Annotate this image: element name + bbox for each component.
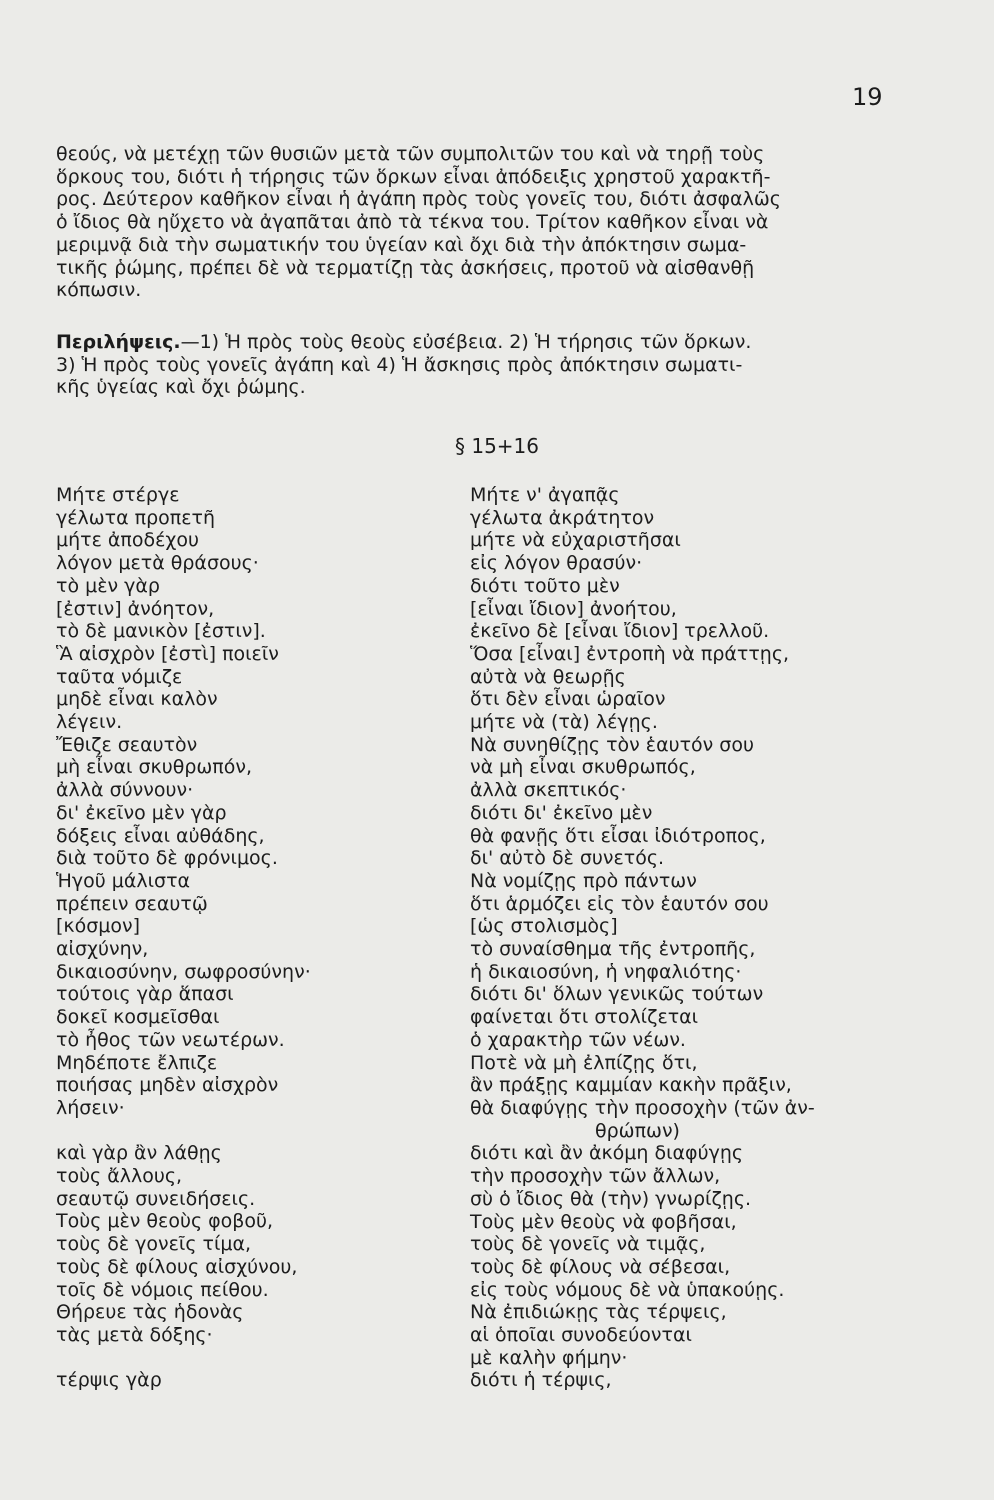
summary-text: —1) Ἡ πρὸς τοὺς θεοὺς εὐσέβεια. 2) Ἡ τήρησις τῶν ὅρκων.	[180, 331, 752, 353]
commentary-paragraph	[56, 143, 882, 302]
original-line: διὰ τοῦτο δὲ φρόνιμος.	[56, 847, 278, 870]
translation-line: θὰ φανῇς ὅτι εἶσαι ἰδιότροπος,	[470, 824, 766, 847]
translation-line: τὴν προσοχὴν τῶν ἄλλων,	[470, 1165, 721, 1188]
original-line: τὸ ἦθος τῶν νεωτέρων.	[56, 1028, 285, 1051]
line-gap	[56, 1120, 456, 1143]
summary-block	[56, 331, 882, 399]
paragraph-line: τικῆς ῥώμης, πρέπει δὲ νὰ τερματίζῃ τὰς ἀσκήσεις, προτοῦ νὰ αἰσθανθῇ	[56, 256, 755, 279]
section-heading: § 15+16	[454, 434, 539, 458]
summary-line	[56, 331, 882, 354]
translation-line: τὸ συναίσθημα τῆς ἐντροπῆς,	[470, 938, 756, 961]
original-line: δοκεῖ κοσμεῖσθαι	[56, 1006, 220, 1029]
original-line: ἀλλὰ σύννουν·	[56, 779, 194, 802]
original-line: τούτοις γὰρ ἅπασι	[56, 983, 234, 1006]
original-line: λόγον μετὰ θράσους·	[56, 552, 259, 575]
page-number: 19	[852, 83, 883, 111]
original-line: ποιήσας μηδὲν αἰσχρὸν	[56, 1074, 279, 1097]
translation-line: Νὰ συνηθίζῃς τὸν ἑαυτόν σου	[470, 733, 754, 756]
original-line: γέλωτα προπετῆ	[56, 506, 215, 529]
original-line: τὸ μὲν γὰρ	[56, 574, 160, 597]
original-line: τοῖς δὲ νόμοις πείθου.	[56, 1278, 269, 1301]
translation-line: Νὰ νομίζῃς πρὸ πάντων	[470, 869, 697, 892]
translation-line: εἰς τοὺς νόμους δὲ νὰ ὑπακούῃς.	[470, 1278, 785, 1301]
original-line: τὰς μετὰ δόξης·	[56, 1324, 213, 1346]
original-line: λήσειν·	[56, 1096, 125, 1119]
greek-original-column	[56, 484, 456, 1392]
translation-line: [ὡς στολισμὸς]	[470, 915, 618, 938]
original-line: Ἔθιζε σεαυτὸν	[56, 733, 198, 756]
translation-line: ἂν πράξῃς καμμίαν κακὴν πρᾶξιν,	[470, 1074, 792, 1097]
translation-line: αὐτὰ νὰ θεωρῇς	[470, 665, 626, 688]
translation-line: Μήτε ν' ἀγαπᾷς	[470, 484, 620, 506]
translation-line: διότι ἡ τέρψις,	[470, 1369, 612, 1392]
summary-lead: Περιλήψεις.	[56, 331, 181, 353]
translation-line: σὺ ὁ ἴδιος θὰ (τὴν) γνωρίζῃς.	[470, 1187, 752, 1210]
translation-line: δι' αὐτὸ δὲ συνετός.	[470, 847, 665, 870]
line-gap	[56, 1347, 456, 1370]
original-line: δικαιοσύνην, σωφροσύνην·	[56, 960, 311, 983]
original-line: τὸ δὲ μανικὸν [ἐστιν].	[56, 620, 266, 643]
translation-line: φαίνεται ὅτι στολίζεται	[470, 1006, 699, 1029]
translation-line: ἡ δικαιοσύνη, ἡ νηφαλιότης·	[470, 960, 742, 983]
translation-line: [εἶναι ἴδιον] ἀνοήτου,	[470, 597, 677, 620]
summary-line: κῆς ὑγείας καὶ ὄχι ῥώμης.	[56, 376, 306, 399]
original-line: λέγειν.	[56, 711, 123, 734]
translation-line: διότι καὶ ἂν ἀκόμη διαφύγῃς	[470, 1142, 744, 1165]
paragraph-line: θεούς, νὰ μετέχῃ τῶν θυσιῶν μετὰ τῶν συμπολιτῶν του καὶ νὰ τηρῇ τοὺς	[56, 143, 765, 165]
translation-line: θρώπων)	[595, 1119, 680, 1142]
translation-line: εἰς λόγον θρασύν·	[470, 552, 643, 575]
translation-line: Νὰ ἐπιδιώκῃς τὰς τέρψεις,	[470, 1301, 727, 1324]
original-line: μηδὲ εἶναι καλὸν	[56, 688, 218, 711]
original-line: ταῦτα νόμιζε	[56, 665, 183, 688]
paragraph-line: μεριμνᾷ διὰ τὴν σωματικήν του ὑγείαν καὶ ὄχι διὰ τὴν ἀπόκτησιν σωμα-	[56, 233, 747, 256]
original-line: Ἡγοῦ μάλιστα	[56, 869, 191, 892]
translation-line: μὲ καλὴν φήμην·	[470, 1346, 628, 1369]
original-line: τοὺς δὲ φίλους αἰσχύνου,	[56, 1255, 298, 1278]
translation-line: αἱ ὁποῖαι συνοδεύονται	[470, 1324, 692, 1347]
original-line: σεαυτῷ συνειδήσεις.	[56, 1187, 256, 1210]
translation-line: Ὅσα [εἶναι] ἐντροπὴ νὰ πράττῃς,	[470, 642, 790, 665]
original-line: τοὺς ἄλλους,	[56, 1165, 183, 1188]
translation-line: θὰ διαφύγῃς τὴν προσοχὴν (τῶν ἀν-	[470, 1096, 815, 1119]
original-line: Θήρευε τὰς ἡδονὰς	[56, 1301, 244, 1324]
translation-line: Τοὺς μὲν θεοὺς νὰ φοβῆσαι,	[470, 1210, 737, 1233]
original-line: πρέπειν σεαυτῷ	[56, 892, 208, 915]
translation-line: τοὺς δὲ γονεῖς νὰ τιμᾷς,	[470, 1233, 706, 1256]
translation-line: τοὺς δὲ φίλους νὰ σέβεσαι,	[470, 1255, 731, 1278]
original-line: τοὺς δὲ γονεῖς τίμα,	[56, 1233, 252, 1256]
translation-line: ὅτι ἁρμόζει εἰς τὸν ἑαυτόν σου	[470, 892, 769, 915]
original-line: καὶ γὰρ ἂν λάθῃς	[56, 1142, 222, 1165]
original-line: [κόσμον]	[56, 915, 141, 938]
paragraph-line: ὅρκους του, διότι ἡ τήρησις τῶν ὅρκων εἶναι ἀπόδειξις χρηστοῦ χαρακτῆ-	[56, 165, 771, 188]
paragraph-line: ρος. Δεύτερον καθῆκον εἶναι ἡ ἀγάπη πρὸς τοὺς γονεῖς του, διότι ἀσφαλῶς	[56, 188, 781, 211]
translation-line: ὁ χαρακτὴρ τῶν νέων.	[470, 1028, 686, 1051]
translation-line: ὅτι δὲν εἶναι ὡραῖον	[470, 688, 666, 711]
original-line: Ἃ αἰσχρὸν [ἐστὶ] ποιεῖν	[56, 642, 279, 665]
original-line: δι' ἐκεῖνο μὲν γὰρ	[56, 801, 227, 824]
original-line: Τοὺς μὲν θεοὺς φοβοῦ,	[56, 1210, 274, 1233]
translation-line: Ποτὲ νὰ μὴ ἐλπίζῃς ὅτι,	[470, 1051, 698, 1074]
translation-line: ἀλλὰ σκεπτικός·	[470, 779, 627, 802]
translation-line: μήτε νὰ εὐχαριστῆσαι	[470, 529, 681, 552]
original-line: Μηδέποτε ἔλπιζε	[56, 1051, 218, 1074]
summary-line: 3) Ἡ πρὸς τοὺς γονεῖς ἀγάπη καὶ 4) Ἡ ἄσκησις πρὸς ἀπόκτησιν σωματι-	[56, 353, 743, 376]
translation-line: γέλωτα ἀκράτητον	[470, 506, 655, 529]
translation-line: διότι δι' ὅλων γενικῶς τούτων	[470, 983, 764, 1006]
translation-line: νὰ μὴ εἶναι σκυθρωπός,	[470, 756, 696, 779]
paragraph-line: κόπωσιν.	[56, 279, 142, 302]
translation-line: μήτε νὰ (τὰ) λέγῃς.	[470, 711, 658, 734]
modern-greek-translation-column	[470, 484, 890, 1392]
original-line: δόξεις εἶναι αὐθάδης,	[56, 824, 265, 847]
translation-line: διότι τοῦτο μὲν	[470, 574, 620, 597]
original-line: [ἐστιν] ἀνόητον,	[56, 597, 215, 620]
original-line: αἰσχύνην,	[56, 938, 149, 961]
translation-line: διότι δι' ἐκεῖνο μὲν	[470, 801, 653, 824]
original-line: μήτε ἀποδέχου	[56, 529, 199, 552]
original-line: Μήτε στέργε	[56, 484, 180, 506]
original-line: μὴ εἶναι σκυθρωπόν,	[56, 756, 253, 779]
paragraph-line: ὁ ἴδιος θὰ ηὔχετο νὰ ἀγαπᾶται ἀπὸ τὰ τέκνα του. Τρίτον καθῆκον εἶναι νὰ	[56, 211, 769, 234]
original-line: τέρψις γὰρ	[56, 1369, 162, 1392]
translation-line: ἐκεῖνο δὲ [εἶναι ἴδιον] τρελλοῦ.	[470, 620, 770, 643]
